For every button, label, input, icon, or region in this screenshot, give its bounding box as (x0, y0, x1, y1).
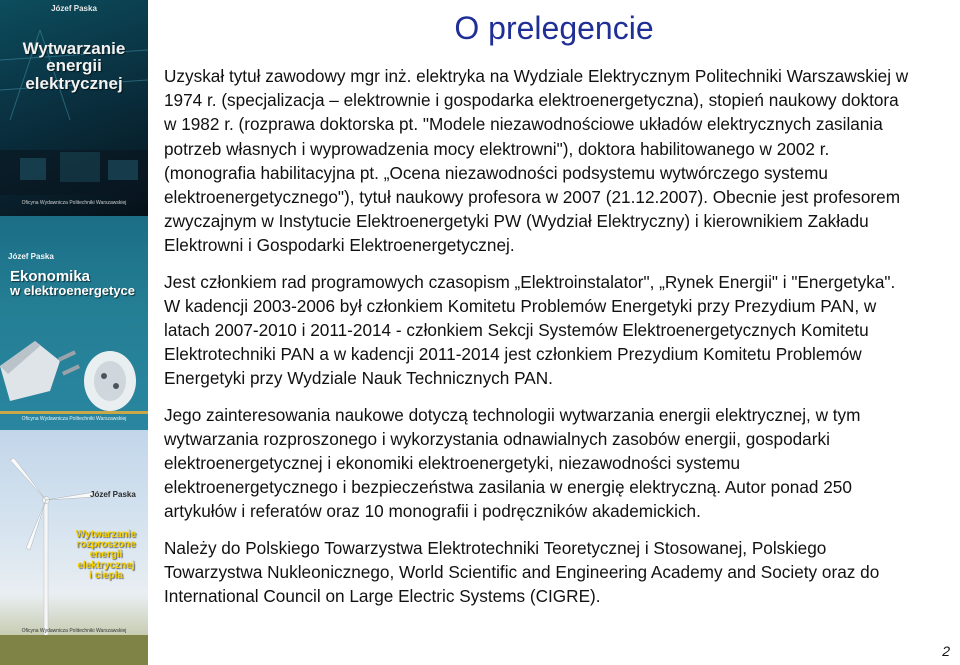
book-title-line: energii (89, 549, 123, 561)
book-title-line: i ciepła (89, 569, 123, 581)
book-title-line: w elektroenergetyce (10, 283, 136, 299)
paragraph-societies: Należy do Polskiego Towarzystwa Elektrotechniki Teoretycznej i Stosowanej, Polskiego Towarzystwa Nukleonicznego, World Scientific and Engineering Academy and Society oraz do International Council on Large Electric Systems (CIGRE). (164, 537, 880, 607)
book-covers-sidebar (0, 0, 148, 665)
book-title-line: elektrycznej (25, 73, 123, 93)
plug-and-socket-image (0, 216, 148, 430)
book-title-line: Ekonomika (10, 268, 91, 285)
book-author: Józef Paska (90, 490, 136, 499)
book-title-line: elektrycznej (77, 559, 135, 571)
book-publisher: Oficyna Wydawnicza Politechniki Warszawskiej (21, 416, 127, 422)
paragraph-interests: Jego zainteresowania naukowe dotyczą technologii wytwarzania energii elektrycznej, w tym wytwarzania rozproszonego i wykorzystania odnawialnych zasobów energii, gospodarki elektroenergetycznej i ekonomiki elektroenergetyki, niezawodności systemu elektroenergetycznego i bezpieczeństwa zasilania w energię elektryczną. Autor ponad 250 artykułów i referatów oraz 10 monografii i podręczników akademickich. (164, 404, 861, 522)
page-number: 2 (942, 643, 950, 659)
book-author: Józef Paska (51, 4, 97, 13)
book-cover-3 (0, 430, 148, 665)
book-author: Józef Paska (8, 252, 54, 261)
book-publisher: Oficyna Wydawnicza Politechniki Warszawskiej (21, 200, 127, 206)
book-title-line: Wytwarzanie (75, 529, 137, 540)
book-title (10, 269, 135, 298)
transmission-tower-image (0, 0, 148, 216)
book-cover-1 (0, 0, 148, 216)
book-title-line: energii (46, 56, 102, 76)
slide-body (164, 64, 912, 620)
slide-title: O prelegencie (454, 10, 654, 46)
book-title (0, 40, 148, 92)
paragraph-memberships: Jest członkiem rad programowych czasopism „Elektroinstalator", „Rynek Energii" i "Energetyka". W kadencji 2003-2006 był członkiem Komitetu Problemów Energetyki przy Prezydium PAN, w latach 2007-2010 i 2011-2014 - członkiem Sekcji Systemów Elektroenergetycznych Komitetu Elektrotechniki PAN a w kadencji 2011-2014 jest członkiem Prezydium Komitetu Problemów Energetyki przy Wydziale Nauk Technicznych PAN. (164, 271, 896, 389)
book-cover-2 (0, 216, 148, 430)
book-title-line: rozproszone (76, 539, 136, 551)
book-title (66, 530, 146, 581)
paragraph-education: Uzyskał tytuł zawodowy mgr inż. elektryka na Wydziale Elektrycznym Politechniki Warszawskiej w 1974 r. (specjalizacja – elektrownie i gospodarka elektroenergetyczna), stopień naukowy doktora w 1982 r. (rozprawa doktorska pt. "Modele niezawodnościowe układów elektrycznych zasilania potrzeb własnych i wyprowadzenia mocy elektrowni"), doktora habilitowanego w 2002 r. (monografia habilitacyjna pt. „Ocena niezawodności podsystemu wytwórczego systemu elektroenergetycznego"), tytuł naukowy profesora w 2007 (21.12.2007). Obecnie jest profesorem zwyczajnym w Instytucie Elektroenergetyki PW (Wydział Elektryczny) i kierownikiem Zakładu Elektrowni i Gospodarki Elektroenergetycznej. (164, 66, 909, 256)
book-publisher: Oficyna Wydawnicza Politechniki Warszawskiej (21, 628, 127, 634)
book-title-line: Wytwarzanie (22, 39, 126, 58)
